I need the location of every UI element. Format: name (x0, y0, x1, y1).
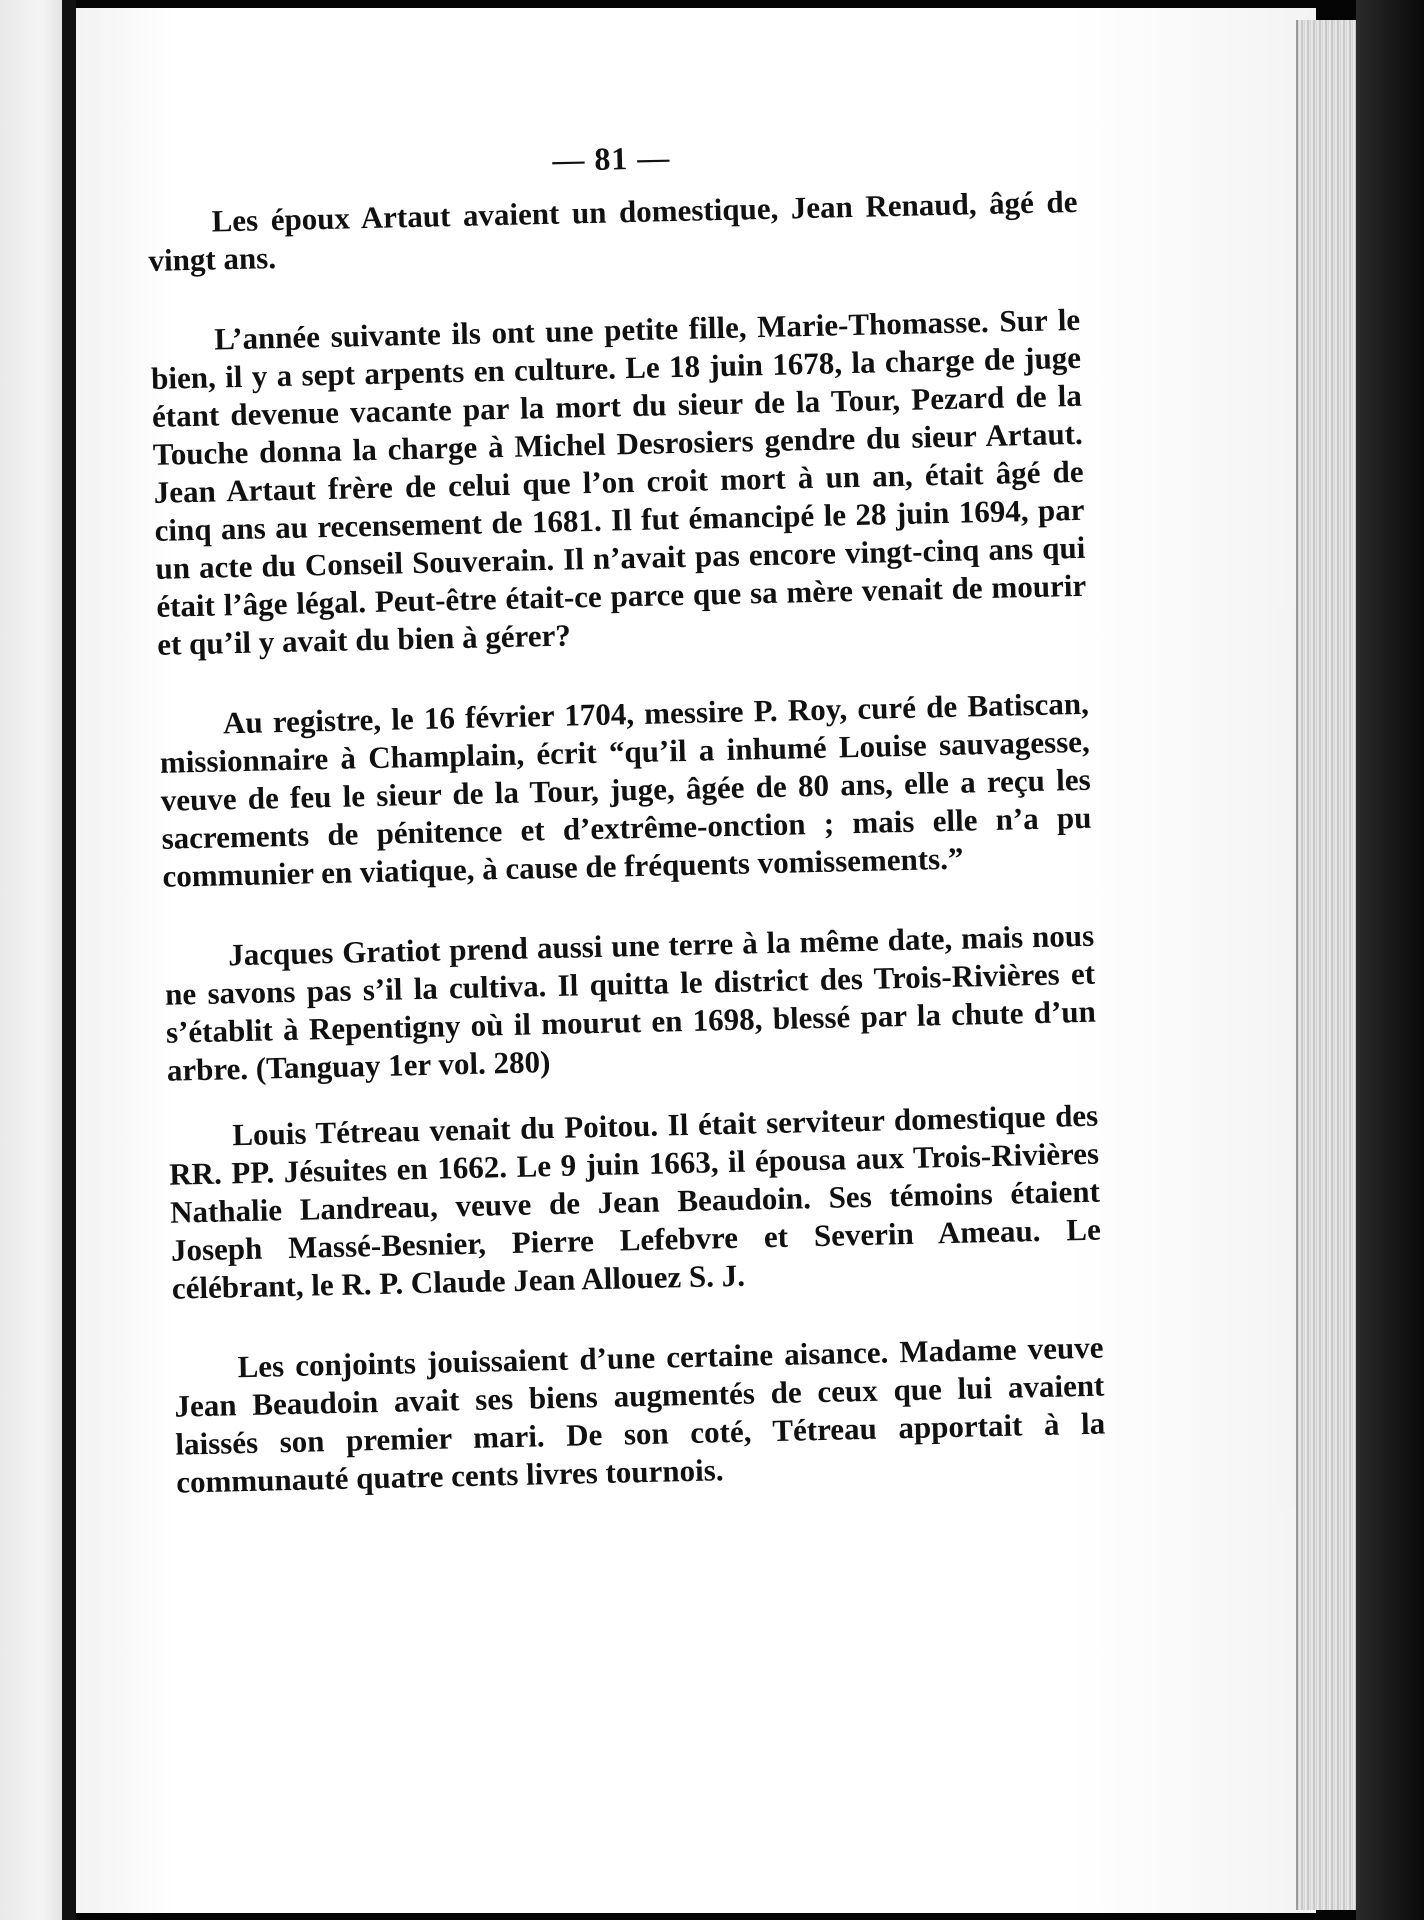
book-gutter (62, 0, 76, 1920)
page-text (146, 129, 1107, 1544)
page-edges (1296, 20, 1360, 1910)
paragraph: Les conjoints jouissaient d’une certaine aisance. Madame veuve Jean Beaudoin avait ses biens augmentés de ceux que lui avaient laissés son premier mari. De son coté, Tétreau apportait à la communauté quatre cents livres tournois. (174, 1329, 1106, 1500)
paragraph: L’année suivante ils ont une petite fille, Marie-Thomasse. Sur le bien, il y a sept arpents en culture. Le 18 juin 1678, la charge de juge étant devenue vacante par la mort du sieur de la Tour, Pezard de la Touche donna la charge à Michel Desrosiers gendre du sieur Artaut. Jean Artaut frère de celui que l’on croit mort à un an, était âgé de cinq ans au recensement de 1681. Il fut émancipé le 28 juin 1694, par un acte du Conseil Souverain. Il n’avait pas encore vingt-cinq ans qui était l’âge légal. Peut-être était-ce parce que sa mère venait de mourir et qu’il y avait du bien à gérer? (150, 301, 1087, 662)
paragraph: Au registre, le 16 février 1704, messire P. Roy, curé de Batiscan, missionnaire à Champlain, écrit “qu’il a inhumé Louise sauvagesse, veuve de feu le sieur de la Tour, juge, âgée de 80 ans, elle a reçu les sacrements de pénitence et d’extrême-onction ; mais elle n’a pu communier en viatique, à cause de fréquents vomissements.” (159, 685, 1092, 894)
paragraph: Jacques Gratiot prend aussi une terre à la même date, mais nous ne savons pas s’il la cultiva. Il quitta le district des Trois-Rivières et s’établit à Repentigny où il mourut en 1698, blessé par la chute d’un arbre. (Tanguay 1er vol. 280) (164, 917, 1097, 1088)
paragraph: Louis Tétreau venait du Poitou. Il était serviteur domestique des RR. PP. Jésuites en 1662. Le 9 juin 1663, il épousa aux Trois-Rivières Nathalie Landreau, veuve de Jean Beaudoin. Ses témoins étaient Joseph Massé-Besnier, Pierre Lefebvre et Severin Ameau. Le célébrant, le R. P. Claude Jean Allouez S. J. (168, 1097, 1102, 1306)
page-number: — 81 — (551, 139, 671, 178)
facing-page-edge (0, 0, 70, 1920)
book-cover-edge (1356, 0, 1424, 1920)
paragraph: Les époux Artaut avaient un domestique, Jean Renaud, âgé de vingt ans. (148, 183, 1078, 278)
